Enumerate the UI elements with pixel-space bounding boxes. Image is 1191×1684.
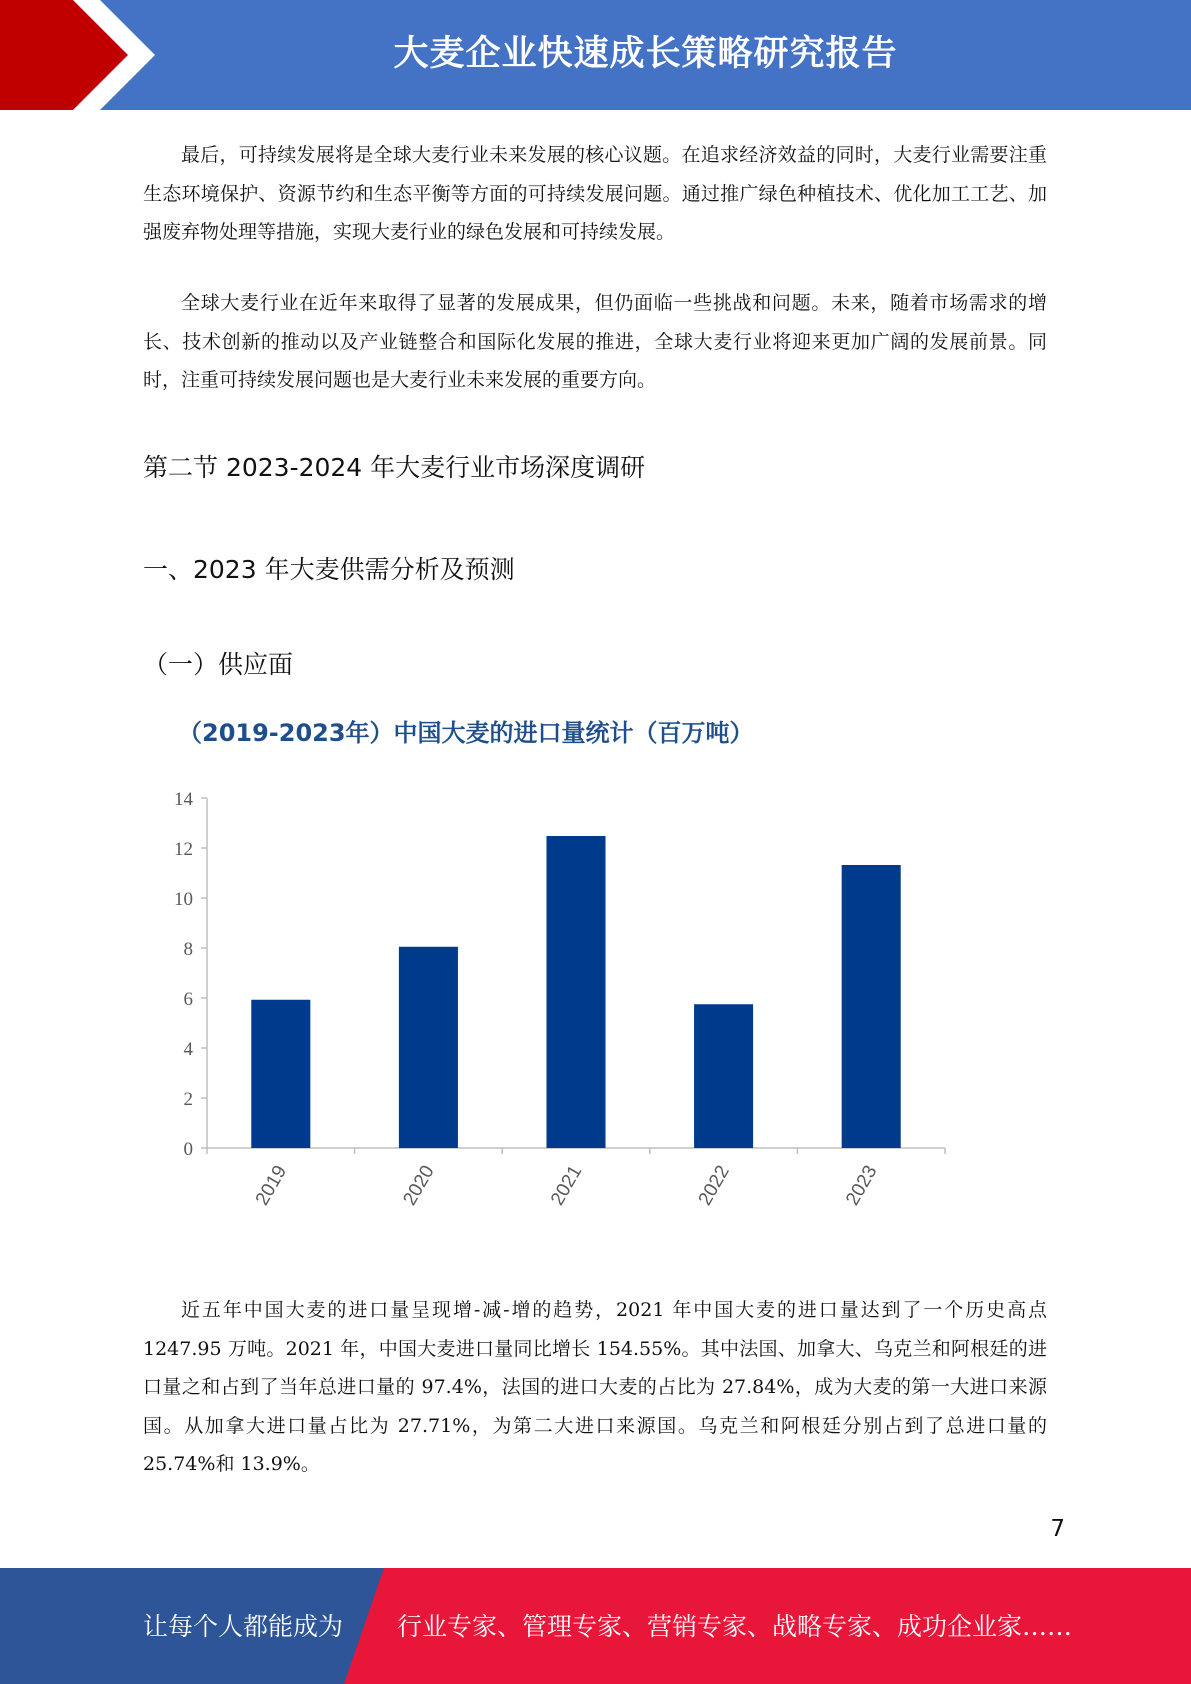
y-tick-label: 10 [174, 889, 193, 910]
y-tick-label: 2 [183, 1089, 193, 1110]
y-tick-label: 8 [183, 939, 193, 960]
bar-2023 [842, 865, 901, 1148]
bar-2021 [546, 836, 605, 1148]
barley-import-bar-chart [140, 775, 960, 1235]
footer-slogan-left: 让每个人都能成为 [143, 1612, 344, 1641]
x-tick-label: 2022 [694, 1162, 734, 1210]
subsubsection-heading: （一）供应面 [143, 650, 294, 679]
chart-title: （2019-2023年）中国大麦的进口量统计（百万吨） [178, 719, 754, 747]
section-heading: 第二节 2023-2024 年大麦行业市场深度调研 [143, 453, 646, 482]
bar-2019 [251, 1000, 310, 1148]
x-tick-label: 2021 [547, 1162, 587, 1210]
page-footer [0, 1568, 1191, 1684]
report-title: 大麦企业快速成长策略研究报告 [393, 34, 898, 74]
y-tick-label: 4 [183, 1039, 193, 1060]
x-tick-label: 2020 [399, 1162, 439, 1210]
footer-slogan-right: 行业专家、管理专家、营销专家、战略专家、成功企业家…… [397, 1612, 1073, 1641]
bar-2020 [399, 947, 458, 1148]
paragraph-import-analysis: 近五年中国大麦的进口量呈现增-减-增的趋势，2021 年中国大麦的进口量达到了一个历史高点 1247.95 万吨。2021 年，中国大麦进口量同比增长 154.55%。其中法国、加拿大、乌克兰和阿根廷的进口量之和占到了当年总进口量的 97.4%，法国的进口大麦的占比为 27.84%，成为大麦的第一大进口来源国。从加拿大进口量占比为 27.71%，为第二大进口来源国。乌克兰和阿根廷分别占到了总进口量的 25.74%和 13.9%。 [143, 1299, 1047, 1475]
paragraph-outlook: 全球大麦行业在近年来取得了显著的发展成果，但仍面临一些挑战和问题。未来，随着市场需求的增长、技术创新的推动以及产业链整合和国际化发展的推进，全球大麦行业将迎来更加广阔的发展前景。同时，注重可持续发展问题也是大麦行业未来发展的重要方向。 [143, 292, 1047, 391]
y-tick-label: 0 [183, 1139, 193, 1160]
subsection-heading: 一、2023 年大麦供需分析及预测 [143, 555, 515, 584]
page-header [0, 0, 1191, 110]
page-number: 7 [1050, 1516, 1065, 1542]
x-tick-label: 2019 [251, 1162, 292, 1210]
paragraph-sustainability: 最后，可持续发展将是全球大麦行业未来发展的核心议题。在追求经济效益的同时，大麦行业需要注重生态环境保护、资源节约和生态平衡等方面的可持续发展问题。通过推广绿色种植技术、优化加工工艺、加强废弃物处理等措施，实现大麦行业的绿色发展和可持续发展。 [143, 144, 1047, 243]
y-tick-label: 14 [174, 789, 193, 810]
y-tick-label: 12 [174, 839, 193, 860]
header-arrow-decoration [0, 0, 170, 110]
x-tick-label: 2023 [842, 1162, 882, 1210]
bar-2022 [694, 1004, 753, 1148]
y-tick-label: 6 [183, 989, 193, 1010]
